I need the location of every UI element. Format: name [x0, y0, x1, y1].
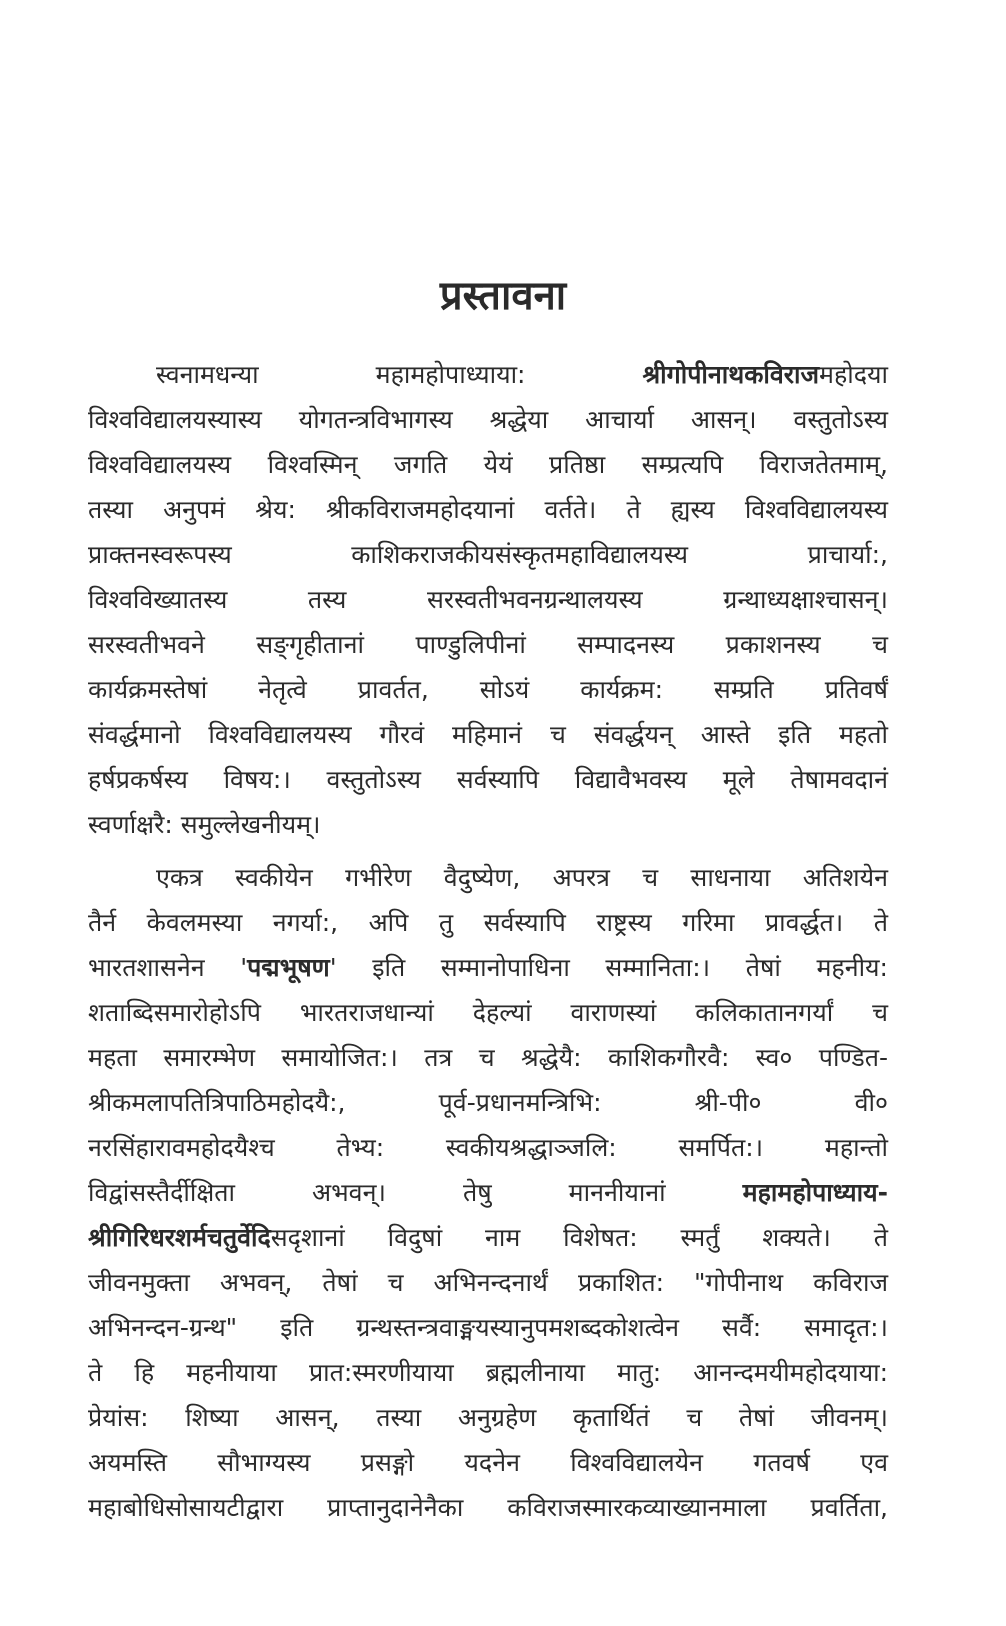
text-line: ते हि महनीयाया प्रात:स्मरणीयाया ब्रह्मलीनाया मातु: आनन्दमयीमहोदयाया:	[88, 1358, 888, 1387]
text-line: विश्वविद्यालयस्यास्य योगतन्त्रविभागस्य श्रद्धेया आचार्या आसन्। वस्तुतोऽस्य	[88, 405, 888, 434]
bold-name: महामहोपाध्याय-	[742, 1178, 888, 1207]
text-line: महता समारम्भेण समायोजित:। तत्र च श्रद्धेयै: काशिकगौरवै: स्व० पण्डित-	[88, 1043, 888, 1072]
text-line: सरस्वतीभवने सङ्गृहीतानां पाण्डुलिपीनां सम्पादनस्य प्रकाशनस्य च	[88, 630, 888, 659]
text-line: प्राक्तनस्वरूपस्य काशिकराजकीयसंस्कृतमहाविद्यालयस्य प्राचार्या:,	[88, 540, 888, 569]
body-text	[88, 352, 888, 1530]
text-line: विश्वविख्यातस्य तस्य सरस्वतीभवनग्रन्थालयस्य ग्रन्थाध्यक्षाश्चासन्।	[88, 585, 888, 614]
text-line: प्रेयांस: शिष्या आसन्, तस्या अनुग्रहेण कृतार्थितं च तेषां जीवनम्।	[88, 1403, 888, 1432]
text-line: तैर्न केवलमस्या नगर्या:, अपि तु सर्वस्यापि राष्ट्रस्य गरिमा प्रावर्द्धत। ते	[88, 908, 888, 937]
paragraph-gap	[88, 847, 888, 855]
text-line	[88, 352, 888, 397]
line-text: ' इति सम्मानोपाधिना सम्मानिता:। तेषां महनीय:	[329, 953, 888, 982]
line-text: स्वनामधन्या महामहोपाध्याया:	[156, 360, 643, 389]
text-line: नरसिंहारावमहोदयैश्च तेभ्य: स्वकीयश्रद्धाञ्जलि: समर्पित:। महान्तो	[88, 1133, 888, 1162]
bold-award-name: पद्मभूषण	[247, 953, 330, 982]
page-title: प्रस्तावना	[439, 273, 567, 319]
text-line	[88, 1170, 888, 1215]
bold-name: श्रीगिरिधरशर्मचतुर्वेदि	[88, 1223, 271, 1252]
text-line: अयमस्ति सौभाग्यस्य प्रसङ्गो यदनेन विश्वविद्यालयेन गतवर्ष एव	[88, 1448, 888, 1477]
line-text: भारतशासनेन '	[88, 953, 248, 982]
text-line: विश्वविद्यालयस्य विश्वस्मिन् जगति येयं प्रतिष्ठा सम्प्रत्यपि विराजतेतमाम्,	[88, 450, 888, 479]
text-line: शताब्दिसमारोहोऽपि भारतराजधान्यां देहल्यां वाराणस्यां कलिकातानगर्यां च	[88, 998, 888, 1027]
text-line: अभिनन्दन-ग्रन्थ" इति ग्रन्थस्तन्त्रवाङ्मयस्यानुपमशब्दकोशत्वेन सर्वै: समादृत:।	[88, 1313, 888, 1342]
text-line: स्वर्णाक्षरै: समुल्लेखनीयम्।	[88, 810, 321, 839]
line-text: महोदया	[819, 360, 888, 389]
text-line: श्रीकमलापतित्रिपाठिमहोदयै:, पूर्व-प्रधानमन्त्रिभि: श्री-पी० वी०	[88, 1088, 888, 1117]
text-line	[88, 945, 888, 990]
paragraph-2	[88, 855, 888, 1530]
text-line	[88, 1215, 888, 1260]
line-text: विद्वांसस्तैर्दीक्षिता अभवन्। तेषु माननीयानां	[88, 1178, 743, 1207]
text-line: तस्या अनुपमं श्रेय: श्रीकविराजमहोदयानां वर्तते। ते ह्यस्य विश्वविद्यालयस्य	[88, 495, 888, 524]
bold-name: श्रीगोपीनाथकविराज	[642, 360, 820, 389]
text-line: महाबोधिसोसायटीद्वारा प्राप्तानुदानेनैका कविराजस्मारकव्याख्यानमाला प्रवर्तिता,	[88, 1493, 888, 1522]
paragraph-1	[88, 352, 888, 847]
text-line: हर्षप्रकर्षस्य विषय:। वस्तुतोऽस्य सर्वस्यापि विद्यावैभवस्य मूले तेषामवदानं	[88, 765, 888, 794]
text-line: संवर्द्धमानो विश्वविद्यालयस्य गौरवं महिमानं च संवर्द्धयन् आस्ते इति महतो	[88, 720, 888, 749]
text-line: कार्यक्रमस्तेषां नेतृत्वे प्रावर्तत, सोऽयं कार्यक्रम: सम्प्रति प्रतिवर्षं	[88, 675, 888, 704]
line-text: सदृशानां विदुषां नाम विशेषत: स्मर्तुं शक्यते। ते	[270, 1223, 888, 1252]
text-line: एकत्र स्वकीयेन गभीरेण वैदुष्येण, अपरत्र च साधनाया अतिशयेन	[156, 863, 888, 892]
text-line: जीवनमुक्ता अभवन्, तेषां च अभिनन्दनार्थं प्रकाशित: "गोपीनाथ कविराज	[88, 1268, 888, 1297]
